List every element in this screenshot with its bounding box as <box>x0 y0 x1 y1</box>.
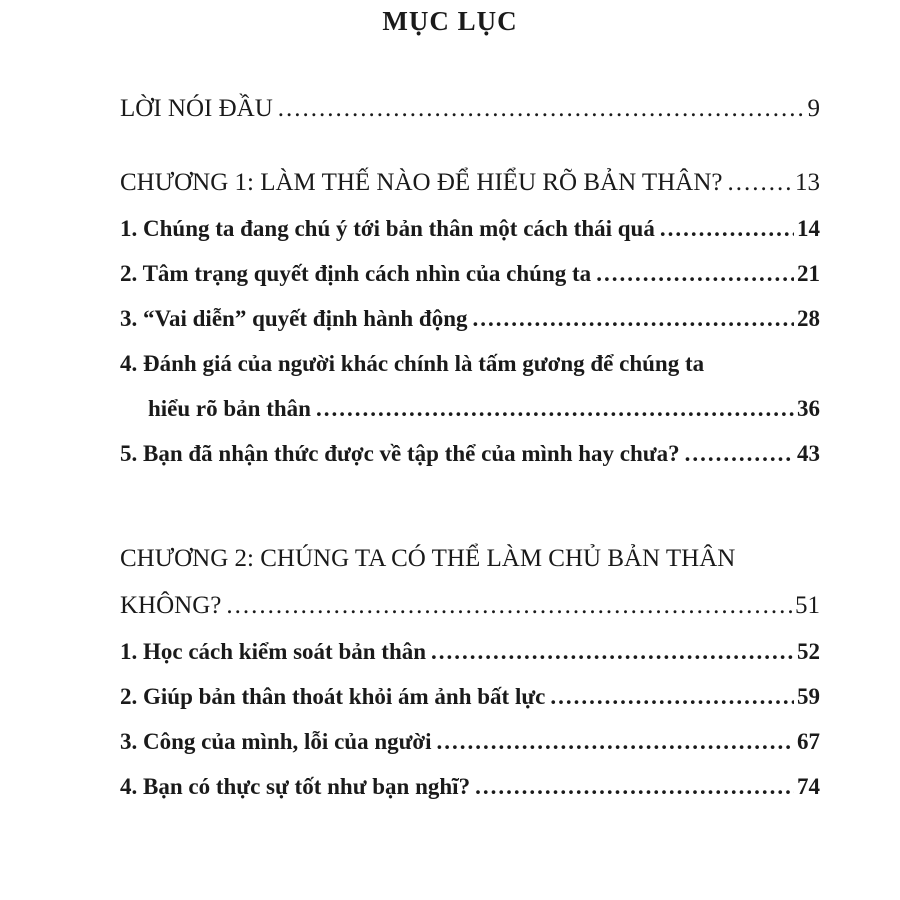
toc-line <box>120 95 820 123</box>
toc-entry-text: KHÔNG? <box>120 592 222 619</box>
toc-line <box>120 441 820 467</box>
toc-entry-text: 1. Học cách kiểm soát bản thân <box>120 639 427 664</box>
page-number: 59 <box>797 684 820 709</box>
dot-leader <box>475 774 794 800</box>
dot-leader <box>727 169 792 197</box>
toc-entry-text: 3. Công của mình, lỗi của người <box>120 729 432 754</box>
dot-leader <box>550 684 794 710</box>
dot-leader <box>596 261 794 287</box>
toc-entry-text: 3. “Vai diễn” quyết định hành động <box>120 306 468 331</box>
page-number: 74 <box>797 774 820 799</box>
toc-entry-text: LỜI NÓI ĐẦU <box>120 95 273 122</box>
page-number: 9 <box>807 95 820 122</box>
toc-line <box>120 684 820 710</box>
page-number: 13 <box>795 169 820 196</box>
toc-line <box>120 639 820 665</box>
toc-line <box>120 351 820 377</box>
page-number: 28 <box>797 306 820 331</box>
toc-entry-text: 4. Đánh giá của người khác chính là tấm gương để chúng ta <box>120 351 705 376</box>
toc-line <box>120 216 820 242</box>
dot-leader <box>473 306 795 332</box>
toc-entry-text: CHƯƠNG 1: LÀM THẾ NÀO ĐỂ HIỂU RÕ BẢN THÂN? <box>120 169 723 196</box>
page-number: 21 <box>797 261 820 286</box>
dot-leader <box>437 729 794 755</box>
toc-line <box>120 396 820 422</box>
dot-leader <box>226 592 792 620</box>
page-title: MỤC LỤC <box>382 6 518 36</box>
page-number: 14 <box>797 216 820 241</box>
toc-entry-text: CHƯƠNG 2: CHÚNG TA CÓ THỂ LÀM CHỦ BẢN THÂN <box>120 545 736 572</box>
toc-entry-text: 1. Chúng ta đang chú ý tới bản thân một cách thái quá <box>120 216 655 241</box>
page-number: 67 <box>797 729 820 754</box>
page-number: 43 <box>797 441 820 466</box>
toc-entry-text: 2. Tâm trạng quyết định cách nhìn của chúng ta <box>120 261 592 286</box>
dot-leader <box>278 95 805 123</box>
toc-line <box>120 306 820 332</box>
toc-entry-text: 2. Giúp bản thân thoát khỏi ám ảnh bất lực <box>120 684 546 709</box>
dot-leader <box>431 639 794 665</box>
dot-leader <box>685 441 794 467</box>
toc-line <box>120 774 820 800</box>
toc-entry-text: 5. Bạn đã nhận thức được về tập thể của mình hay chưa? <box>120 441 680 466</box>
dot-leader <box>660 216 794 242</box>
page-number: 36 <box>797 396 820 421</box>
toc-entry-text: 4. Bạn có thực sự tốt như bạn nghĩ? <box>120 774 471 799</box>
toc-line <box>120 545 820 573</box>
toc-line <box>120 592 820 620</box>
toc-list <box>120 95 820 800</box>
toc-line <box>120 261 820 287</box>
page-number: 51 <box>795 592 820 619</box>
toc-line <box>120 169 820 197</box>
dot-leader <box>316 396 794 422</box>
toc-line <box>120 729 820 755</box>
toc-entry-text: hiểu rõ bản thân <box>148 396 311 421</box>
page-number: 52 <box>797 639 820 664</box>
